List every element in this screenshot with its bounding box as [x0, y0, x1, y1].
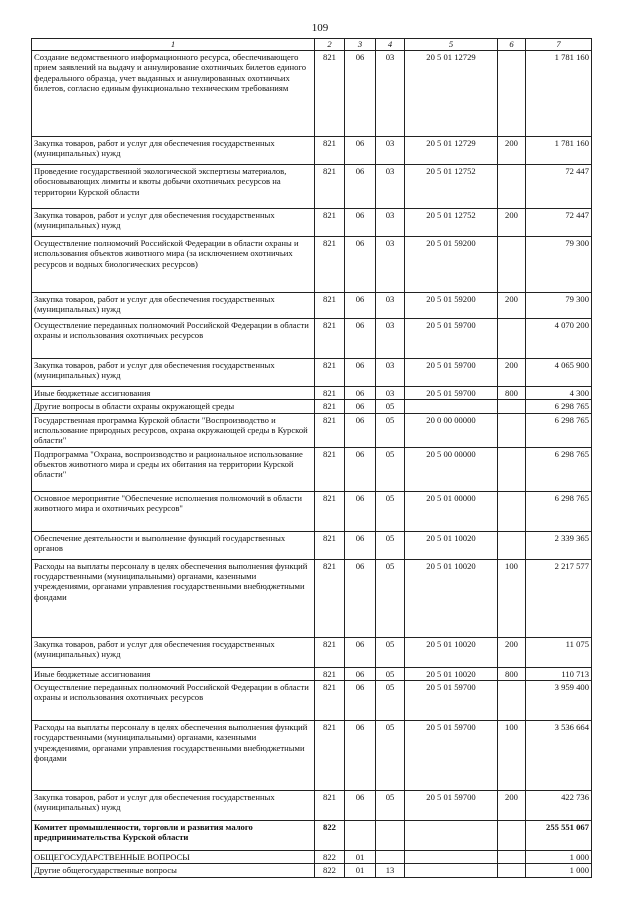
row-ved-code: 821 [315, 319, 345, 359]
row-subsection-code: 03 [376, 359, 405, 387]
row-section-code: 01 [345, 864, 376, 877]
row-name: Иные бюджетные ассигнования [32, 387, 315, 400]
row-amount: 422 736 [526, 790, 592, 820]
row-name: ОБЩЕГОСУДАРСТВЕННЫЕ ВОПРОСЫ [32, 850, 315, 863]
row-name: Осуществление переданных полномочий Российской Федерации в области охраны и использования охотничьих ресурсов [32, 680, 315, 720]
table-row [32, 400, 592, 413]
row-ved-code: 821 [315, 293, 345, 319]
row-section-code: 06 [345, 559, 376, 637]
row-section-code: 06 [345, 413, 376, 447]
row-amount: 255 551 067 [526, 820, 592, 850]
column-header-pr: 4 [376, 39, 405, 51]
row-section-code: 06 [345, 720, 376, 790]
row-expense-type: 800 [498, 667, 526, 680]
row-name: Основное мероприятие "Обеспечение исполнения полномочий в области животного мира и охотничьих ресурсов" [32, 491, 315, 531]
row-target-article: 20 5 01 12729 [405, 137, 498, 165]
table-row [32, 491, 592, 531]
row-subsection-code [376, 820, 405, 850]
table-row [32, 137, 592, 165]
row-expense-type [498, 165, 526, 209]
row-section-code: 06 [345, 400, 376, 413]
row-subsection-code: 03 [376, 293, 405, 319]
row-target-article: 20 5 01 10020 [405, 559, 498, 637]
row-name: Другие общегосударственные вопросы [32, 864, 315, 877]
row-subsection-code: 03 [376, 319, 405, 359]
row-ved-code: 822 [315, 864, 345, 877]
row-ved-code: 821 [315, 531, 345, 559]
row-name: Подпрограмма "Охрана, воспроизводство и рациональное использование объектов животного мира и среды их обитания на территории Курской области" [32, 447, 315, 491]
row-ved-code: 822 [315, 820, 345, 850]
row-section-code: 06 [345, 637, 376, 667]
table-row [32, 559, 592, 637]
row-amount: 2 339 365 [526, 531, 592, 559]
row-ved-code: 821 [315, 359, 345, 387]
row-amount: 6 298 765 [526, 413, 592, 447]
row-name: Обеспечение деятельности и выполнение функций государственных органов [32, 531, 315, 559]
row-name: Закупка товаров, работ и услуг для обеспечения государственных (муниципальных) нужд [32, 359, 315, 387]
row-section-code: 01 [345, 850, 376, 863]
row-name: Комитет промышленности, торговли и развития малого предпринимательства Курской области [32, 820, 315, 850]
column-header-sum: 7 [526, 39, 592, 51]
row-name: Закупка товаров, работ и услуг для обеспечения государственных (муниципальных) нужд [32, 293, 315, 319]
row-expense-type: 200 [498, 137, 526, 165]
row-section-code: 06 [345, 531, 376, 559]
table-row [32, 850, 592, 863]
row-expense-type [498, 680, 526, 720]
row-expense-type [498, 400, 526, 413]
row-expense-type [498, 237, 526, 293]
row-name: Расходы на выплаты персоналу в целях обеспечения выполнения функций государственными (муниципальными) органами, казенными учреждениями, органами управления государственными внебюджетными фондами [32, 720, 315, 790]
row-target-article: 20 5 01 12729 [405, 51, 498, 137]
row-ved-code: 821 [315, 637, 345, 667]
row-amount: 4 065 900 [526, 359, 592, 387]
row-target-article: 20 5 01 59700 [405, 319, 498, 359]
row-expense-type [498, 51, 526, 137]
budget-table [31, 38, 592, 878]
row-target-article [405, 864, 498, 877]
row-expense-type [498, 864, 526, 877]
row-subsection-code: 03 [376, 137, 405, 165]
row-section-code: 06 [345, 293, 376, 319]
row-name: Осуществление полномочий Российской Федерации в области охраны и использования объектов животного мира (за исключением охотничьих ресурсов и водных биологических ресурсов) [32, 237, 315, 293]
row-target-article: 20 5 01 59200 [405, 293, 498, 319]
table-row [32, 531, 592, 559]
table-row [32, 637, 592, 667]
row-amount: 2 217 577 [526, 559, 592, 637]
row-ved-code: 821 [315, 413, 345, 447]
row-target-article: 20 5 01 59200 [405, 237, 498, 293]
row-section-code [345, 820, 376, 850]
row-ved-code: 821 [315, 237, 345, 293]
row-ved-code: 822 [315, 850, 345, 863]
column-header-ved: 2 [315, 39, 345, 51]
row-amount: 4 070 200 [526, 319, 592, 359]
row-expense-type: 200 [498, 637, 526, 667]
row-section-code: 06 [345, 790, 376, 820]
row-ved-code: 821 [315, 387, 345, 400]
row-expense-type: 100 [498, 720, 526, 790]
row-expense-type: 200 [498, 790, 526, 820]
row-subsection-code: 13 [376, 864, 405, 877]
table-row [32, 680, 592, 720]
row-amount: 11 075 [526, 637, 592, 667]
row-amount: 6 298 765 [526, 447, 592, 491]
row-amount: 1 781 160 [526, 137, 592, 165]
table-row [32, 359, 592, 387]
column-header-csr: 5 [405, 39, 498, 51]
row-ved-code: 821 [315, 400, 345, 413]
row-amount: 6 298 765 [526, 491, 592, 531]
row-target-article: 20 5 01 10020 [405, 667, 498, 680]
row-subsection-code: 03 [376, 387, 405, 400]
row-amount: 4 300 [526, 387, 592, 400]
row-name: Закупка товаров, работ и услуг для обеспечения государственных (муниципальных) нужд [32, 790, 315, 820]
row-target-article: 20 5 00 00000 [405, 447, 498, 491]
row-ved-code: 821 [315, 720, 345, 790]
row-amount: 3 959 400 [526, 680, 592, 720]
row-expense-type [498, 850, 526, 863]
row-name: Закупка товаров, работ и услуг для обеспечения государственных (муниципальных) нужд [32, 209, 315, 237]
row-subsection-code: 03 [376, 209, 405, 237]
row-expense-type: 200 [498, 359, 526, 387]
row-subsection-code: 05 [376, 667, 405, 680]
row-amount: 3 536 664 [526, 720, 592, 790]
row-target-article: 20 5 01 00000 [405, 491, 498, 531]
row-subsection-code: 03 [376, 237, 405, 293]
row-target-article [405, 820, 498, 850]
row-amount: 79 300 [526, 237, 592, 293]
row-subsection-code: 05 [376, 637, 405, 667]
row-section-code: 06 [345, 319, 376, 359]
row-section-code: 06 [345, 51, 376, 137]
table-row [32, 447, 592, 491]
row-ved-code: 821 [315, 680, 345, 720]
row-amount: 1 781 160 [526, 51, 592, 137]
row-expense-type: 100 [498, 559, 526, 637]
row-target-article: 20 5 01 59700 [405, 790, 498, 820]
row-target-article: 20 5 01 59700 [405, 720, 498, 790]
row-subsection-code: 05 [376, 790, 405, 820]
table-row [32, 667, 592, 680]
row-target-article [405, 850, 498, 863]
row-section-code: 06 [345, 680, 376, 720]
row-section-code: 06 [345, 359, 376, 387]
row-expense-type: 800 [498, 387, 526, 400]
table-row [32, 293, 592, 319]
row-expense-type: 200 [498, 293, 526, 319]
row-subsection-code: 03 [376, 51, 405, 137]
row-subsection-code: 05 [376, 720, 405, 790]
column-header-rz: 3 [345, 39, 376, 51]
row-section-code: 06 [345, 137, 376, 165]
row-name: Иные бюджетные ассигнования [32, 667, 315, 680]
row-name: Другие вопросы в области охраны окружающей среды [32, 400, 315, 413]
table-row [32, 413, 592, 447]
row-subsection-code: 05 [376, 531, 405, 559]
row-name: Проведение государственной экологической экспертизы материалов, обосновывающих лимиты и квоты добычи охотничьих ресурсов на территории Курской области [32, 165, 315, 209]
row-amount: 1 000 [526, 864, 592, 877]
row-ved-code: 821 [315, 137, 345, 165]
row-section-code: 06 [345, 165, 376, 209]
row-ved-code: 821 [315, 51, 345, 137]
row-subsection-code: 05 [376, 559, 405, 637]
table-row [32, 319, 592, 359]
row-subsection-code: 05 [376, 680, 405, 720]
row-target-article: 20 5 01 10020 [405, 637, 498, 667]
row-expense-type [498, 820, 526, 850]
row-name: Закупка товаров, работ и услуг для обеспечения государственных (муниципальных) нужд [32, 137, 315, 165]
table-row [32, 237, 592, 293]
row-name: Осуществление переданных полномочий Российской Федерации в области охраны и использования охотничьих ресурсов [32, 319, 315, 359]
row-amount: 72 447 [526, 165, 592, 209]
row-section-code: 06 [345, 209, 376, 237]
table-row [32, 790, 592, 820]
table-row [32, 864, 592, 877]
row-section-code: 06 [345, 447, 376, 491]
row-subsection-code: 05 [376, 413, 405, 447]
row-name: Создание ведомственного информационного ресурса, обеспечивающего прием заявлений на выдачу и аннулирование охотничьих билетов единого федерального образца, учет выданных и аннулированных охотничьих билетов, согласно единым функционально техническим требованиям [32, 51, 315, 137]
table-row [32, 51, 592, 137]
row-name: Государственная программа Курской области "Воспроизводство и использование природных ресурсов, охрана окружающей среды в Курской области" [32, 413, 315, 447]
row-ved-code: 821 [315, 209, 345, 237]
row-section-code: 06 [345, 237, 376, 293]
row-target-article [405, 400, 498, 413]
row-subsection-code [376, 850, 405, 863]
table-row [32, 165, 592, 209]
table-row [32, 387, 592, 400]
table-row [32, 820, 592, 850]
row-ved-code: 821 [315, 790, 345, 820]
table-header-row [32, 39, 592, 51]
row-expense-type [498, 447, 526, 491]
row-ved-code: 821 [315, 559, 345, 637]
row-amount: 1 000 [526, 850, 592, 863]
row-amount: 110 713 [526, 667, 592, 680]
row-name: Расходы на выплаты персоналу в целях обеспечения выполнения функций государственными (муниципальными) органами, казенными учреждениями, органами управления государственными внебюджетными фондами [32, 559, 315, 637]
row-section-code: 06 [345, 667, 376, 680]
row-section-code: 06 [345, 491, 376, 531]
row-expense-type [498, 413, 526, 447]
table-row [32, 209, 592, 237]
row-subsection-code: 05 [376, 447, 405, 491]
page-number: 109 [311, 22, 329, 34]
row-subsection-code: 05 [376, 491, 405, 531]
row-target-article: 20 5 01 12752 [405, 165, 498, 209]
column-header-vr: 6 [498, 39, 526, 51]
row-ved-code: 821 [315, 667, 345, 680]
row-expense-type [498, 491, 526, 531]
row-target-article: 20 5 01 59700 [405, 359, 498, 387]
row-target-article: 20 5 01 10020 [405, 531, 498, 559]
row-ved-code: 821 [315, 447, 345, 491]
row-name: Закупка товаров, работ и услуг для обеспечения государственных (муниципальных) нужд [32, 637, 315, 667]
row-section-code: 06 [345, 387, 376, 400]
row-expense-type [498, 319, 526, 359]
row-target-article: 20 5 01 59700 [405, 680, 498, 720]
column-header-name: 1 [32, 39, 315, 51]
row-target-article: 20 5 01 59700 [405, 387, 498, 400]
row-target-article: 20 5 01 12752 [405, 209, 498, 237]
row-ved-code: 821 [315, 165, 345, 209]
row-amount: 79 300 [526, 293, 592, 319]
row-ved-code: 821 [315, 491, 345, 531]
row-subsection-code: 05 [376, 400, 405, 413]
row-amount: 6 298 765 [526, 400, 592, 413]
row-expense-type [498, 531, 526, 559]
row-expense-type: 200 [498, 209, 526, 237]
row-subsection-code: 03 [376, 165, 405, 209]
row-amount: 72 447 [526, 209, 592, 237]
row-target-article: 20 0 00 00000 [405, 413, 498, 447]
table-row [32, 720, 592, 790]
